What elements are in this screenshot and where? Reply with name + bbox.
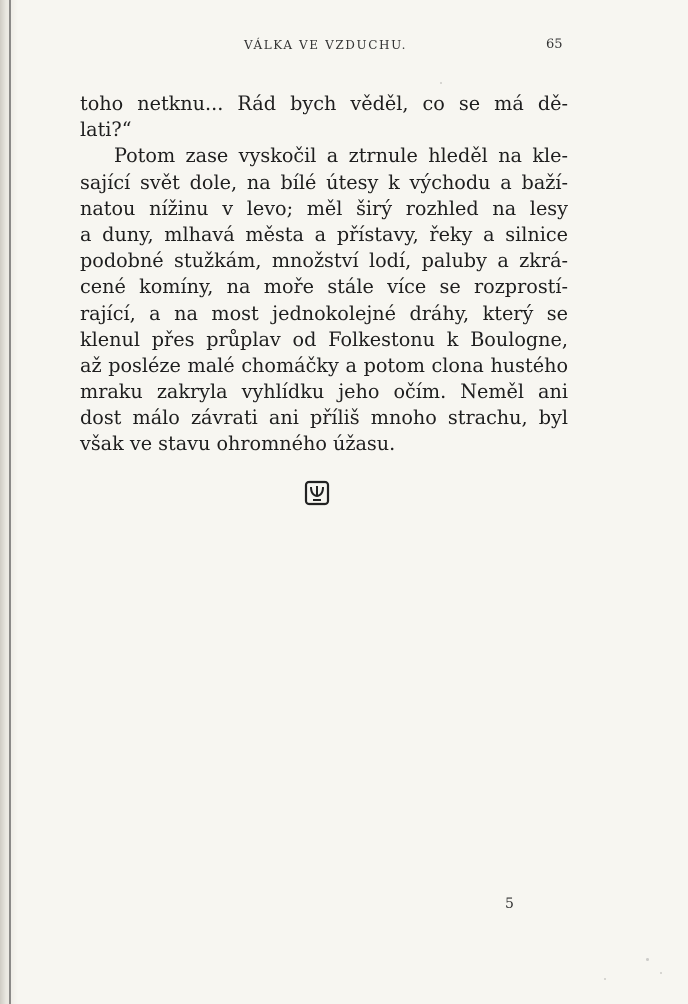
text-line: a duny, mlhavá města a přístavy, řeky a silnice <box>80 222 568 246</box>
text-line: však ve stavu ohromného úžasu. <box>80 432 396 456</box>
text-line: cené komíny, na moře stále více se rozprostí- <box>80 275 568 299</box>
text-line: klenul přes průplav od Folkestonu k Boulogne, <box>80 327 568 351</box>
page-edge-line <box>9 0 11 1004</box>
text-line: natou nížinu v levo; měl širý rozhled na lesy <box>80 196 568 220</box>
text-line: Potom zase vyskočil a ztrnule hleděl na kle- <box>114 144 568 168</box>
body-text <box>80 91 568 458</box>
text-line: dost málo závrati ani příliš mnoho strachu, byl <box>80 406 568 430</box>
page-number: 65 <box>546 37 563 52</box>
text-line: podobné stužkám, množství lodí, paluby a zkrá- <box>80 249 568 273</box>
text-line: lati?“ <box>80 118 132 142</box>
paper-speck <box>604 978 606 980</box>
paper-speck <box>646 958 649 961</box>
signature-mark: 5 <box>505 896 514 912</box>
running-head <box>0 38 688 58</box>
text-line: toho netknu... Rád bych věděl, co se má dě- <box>80 92 568 115</box>
printer-ornament-icon <box>304 480 330 506</box>
text-line: mraku zakryla vyhlídku jeho očím. Neměl ani <box>80 380 568 404</box>
text-line: až posléze malé chomáčky a potom clona hustého <box>80 353 568 377</box>
text-line: sající svět dole, na bílé útesy k východu a baží- <box>80 170 568 194</box>
paper-speck <box>660 972 662 974</box>
running-title: VÁLKA VE VZDUCHU. <box>244 38 408 52</box>
text-line: rající, a na most jednokolejné dráhy, který se <box>80 301 568 325</box>
paper-speck <box>440 82 442 84</box>
